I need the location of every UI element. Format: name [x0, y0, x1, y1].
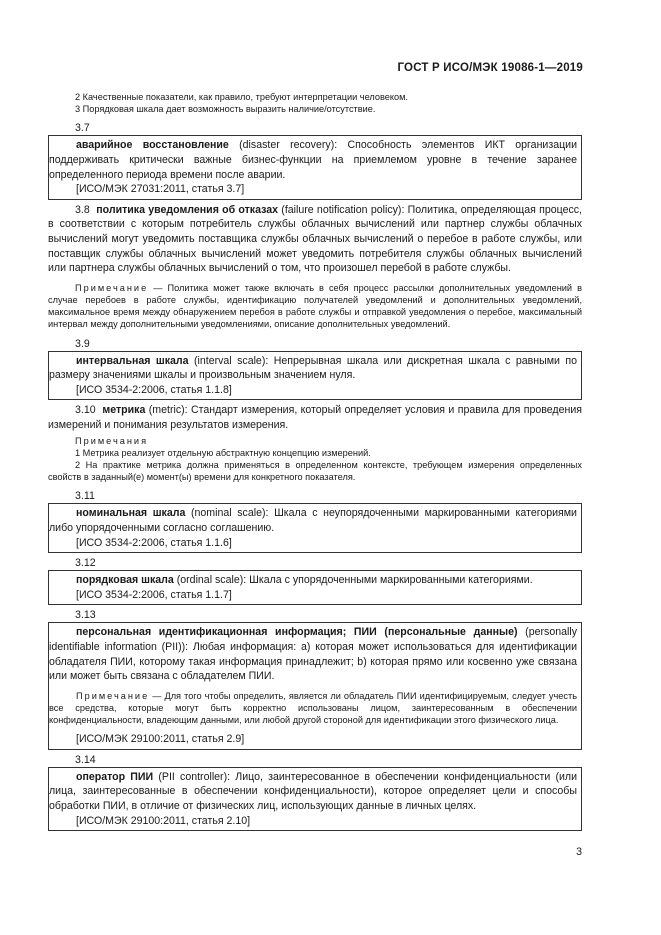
term-box-3-9: [48, 351, 582, 401]
term-box-3-7: [48, 135, 582, 199]
entry-number-3-12: 3.12: [75, 557, 96, 570]
term-3-7: аварийное восстановление: [76, 139, 229, 152]
term-3-12: порядковая шкала: [76, 574, 174, 587]
entry-source-3-11: [ИСО 3534-2:2006, статья 1.1.6]: [76, 536, 232, 549]
entry-definition-3-10: 3.10 метрика (metric): Стандарт измерения, который определяет условия и правила для проведения измерений и понимания результатов измерения.: [48, 404, 583, 431]
entry-definition-3-14: оператор ПИИ (PII controller): Лицо, заинтересованное в обеспечении конфиденциальности (или лица, заинтересованные в обеспечении конфиденциальности), которое определяет цели и способы обработки ПИИ, в отличие от физических лиц, использующих данные в личных целях.: [49, 770, 577, 813]
top-note-3: 3 Порядковая шкала дает возможность выразить наличие/отсутствие.: [75, 104, 376, 115]
term-3-13: персональная идентификационная информация; ПИИ (персональные данные): [76, 626, 518, 639]
entry-number-3-11: 3.11: [75, 490, 95, 503]
term-box-3-14: [48, 767, 582, 831]
entry-definition-3-9: интервальная шкала (interval scale): Непрерывная шкала или дискретная шкала с равными по размеру значениями шкалы и произвольным значением нуля.: [49, 354, 577, 382]
term-3-8: политика уведомления об отказах: [96, 203, 279, 216]
entry-number-3-14: 3.14: [75, 753, 96, 766]
entry-source-3-14: [ИСО/МЭК 29100:2011, статья 2.10]: [76, 814, 251, 827]
entry-source-3-9: [ИСО 3534-2:2006, статья 1.1.8]: [76, 383, 232, 396]
entry-definition-3-11: номинальная шкала (nominal scale): Шкала с неупорядоченными маркированными категориями либо упорядоченными согласно соглашению.: [49, 507, 577, 534]
term-3-9: интервальная шкала: [76, 354, 189, 367]
page-number: 3: [576, 846, 582, 858]
document-header: ГОСТ Р ИСО/МЭК 19086-1—2019: [397, 62, 583, 74]
top-note-2: 2 Качественные показатели, как правило, требуют интерпретации человеком.: [75, 92, 408, 102]
page-content: [48, 91, 582, 831]
entry-number-3-7: 3.7: [75, 122, 90, 135]
term-box-3-11: [48, 503, 582, 553]
term-3-10: метрика: [102, 404, 146, 417]
entry-source-3-7: [ИСО/МЭК 27031:2011, статья 3.7]: [76, 183, 245, 196]
entry-source-3-13: [ИСО/МЭК 29100:2011, статья 2.9]: [76, 733, 245, 746]
term-3-11: номинальная шкала: [76, 507, 186, 520]
entry-number-3-9: 3.9: [75, 337, 90, 350]
note-3-10-2: 2 На практике метрика должна применяться в определенном контексте, требующем измерения определенных свойств в заданный(е) момент(ы) времени для конкретного показателя.: [48, 459, 582, 483]
note-3-8: Примечание — Политика может также включать в себя процесс рассылки дополнительных уведомлений в случае перебоев в работе службы, идентификацию получателей уведомлений и дополнительных уведомлений, максимальное время между обнаружением перебоя в работе службы и отправкой уведомления о перебое, максимальный интервал между дополнительными уведомлениями, описание дополнительных уведомлений.: [48, 282, 582, 330]
term-box-3-12: [48, 570, 582, 605]
entry-definition-3-8: 3.8 политика уведомления об отказах (failure notification policy): Политика, определяющая процесс, в соответствии с которым потребитель службы облачных вычислений или партнер службы облачных вычислений могут уведомить поставщика службы облачных вычислений о перебое в работе службы, или поставщик службы облачных вычислений может уведомить потребителя службы облачных вычислений или партнера службы облачных вычислений о том, что произошел перебой в работе службы.: [48, 203, 582, 275]
entry-number-3-13: 3.13: [75, 609, 96, 622]
entry-definition-3-13: персональная идентификационная информация; ПИИ (персональные данные) (personally identifiable information (PII)): Любая информация: a) которая может использоваться для идентификации обладателя ПИИ, которому такая информация принадлежит; b) которая прямо или косвенно уже связана или может быть связана с обладателем ПИИ.: [49, 626, 577, 683]
notes-label-3-10: Примечания: [75, 435, 149, 446]
entry-definition-3-7: аварийное восстановление (disaster recovery): Способность элементов ИКТ организации поддерживать критически важные бизнес-функции на приемлемом уровне в течение заранее определенного периода времени после аварии.: [49, 139, 577, 181]
entry-definition-3-12: порядковая шкала (ordinal scale): Шкала с упорядоченными маркированными категориями.: [76, 574, 533, 587]
note-3-13: Примечание — Для того чтобы определить, является ли обладатель ПИИ идентифицируемым, следует учесть все средства, которые могут быть корректно использованы лицом, заинтересованным в обеспечении конфиденциальности, владеющим данными, или любой другой стороной для идентификации этого физического лица.: [49, 690, 577, 726]
entry-source-3-12: [ИСО 3534-2:2006, статья 1.1.7]: [76, 588, 232, 601]
note-3-10-1: 1 Метрика реализует отдельную абстрактную концепцию измерений.: [75, 447, 371, 458]
term-3-14: оператор ПИИ: [76, 770, 154, 783]
term-box-3-13: [48, 622, 582, 750]
